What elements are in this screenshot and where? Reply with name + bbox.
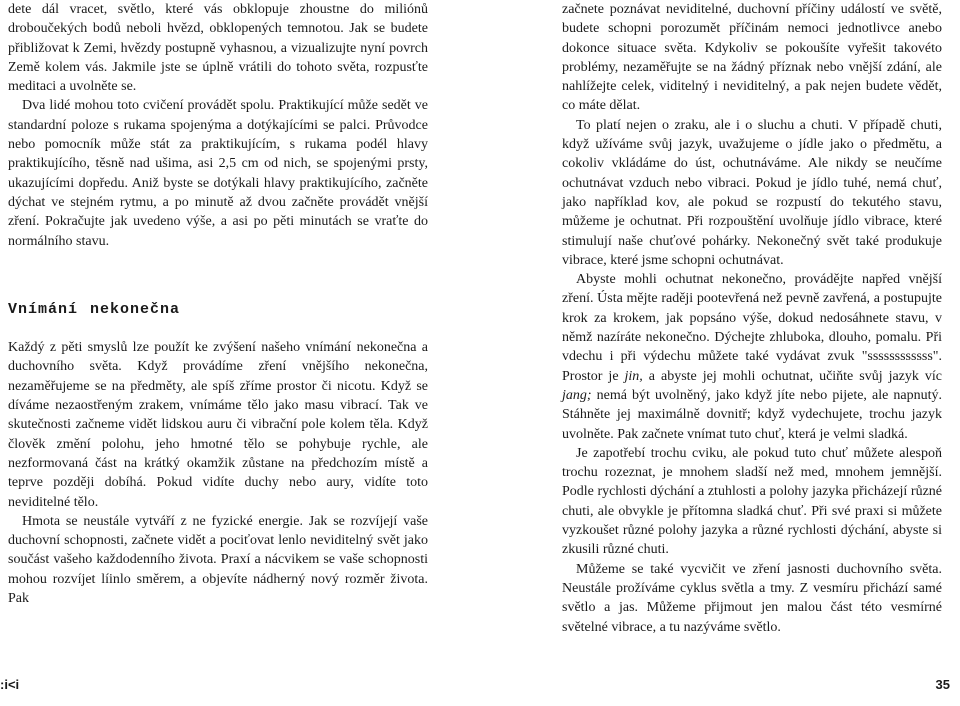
right-column [562, 0, 942, 637]
left-paragraph-3: Každý z pěti smyslů lze použít ke zvýšení našeho vnímání nekonečna a duchovního světa. Když provádíme zření vnějšího nekonečna, nezaměřujeme se na předměty, ale spíš zříme prostor či nicotu. Když se díváme nezaostřeným zrakem, vnímáme tělo jako masu vibrací. Tak ve skutečnosti začneme vidět lidskou auru či vibrační pole kolem těla. Když člověk změní polohu, jeho hmotné tělo se pohybuje rychle, ale nezformovaná část na krátký okamžik zůstane na předchozím místě a teprve později dobíhá. Pokud vidíte duchy nebo aury, vidíte toto neviditelné tělo. [8, 340, 428, 510]
right-paragraph-3-part-a: Abyste mohli ochutnat nekonečno, provádějte napřed vnější zření. Ústa mějte raději pootevřená než pevně zavřená, a postupujte krok za krokem, jak popsáno výše, dokud nedosáhnete stavu, v němž nazíráte nekonečno. Dýchejte zhluboka, dlouho, pomalu. Při vdechu i při výdechu můžete také vydávat zvuk "ssssssssssss". Prostor je [562, 272, 942, 384]
left-paragraph-4: Hmota se neustále vytváří z ne fyzické energie. Jak se rozvíjejí vaše duchovní schopnosti, začnete vidět a pociťovat lenlo neviditelný svět jako součást vašeho každodenního života. Praxí a nácvikem se vaše schopnosti mohou rozvíjet líinlo směrem, a objevíte nádherný nový rozměr života. Pak [8, 513, 428, 607]
right-paragraph-3-part-b: a abyste jej mohli ochutnat, učiňte svůj jazyk víc [642, 368, 942, 384]
folio-left: :i<i [0, 677, 20, 692]
right-paragraph-1: začnete poznávat neviditelné, duchovní příčiny událostí ve světě, budete schopni porozumět příčinám nemoci jednotlivce anebo dokonce situace světa. Kdykoliv se pokoušíte vyřešit takovéto problémy, nezaměřujte se na žádný příznak nebo vnější zdání, ale nahlížejte celek, viditelný i neviditelný, a pak nejen budete vědět, co máte dělat. [562, 2, 942, 114]
section-heading [8, 300, 428, 319]
italic-jang: jang; [562, 387, 592, 403]
right-paragraph-3 [562, 270, 942, 444]
section-heading-word-2: nekonečna [90, 300, 181, 318]
section-heading-word-1: Vnímání [8, 300, 79, 318]
left-column [8, 0, 428, 608]
page-number: 35 [935, 677, 950, 692]
left-paragraph-1: dete dál vracet, světlo, které vás obklopuje zhoustne do miliónů droboučekých bodů neboli hvězd, obklopených temnotou. Jak se budete přibližovat k Zemi, hvězdy postupně vyhasnou, a vizualizujte nyní povrch Země kolem vás. Jakmile jste se úplně vrátili do tohoto světa, rozpusťte meditaci a uvolněte se. [8, 2, 428, 95]
right-paragraph-3-part-c: nemá být uvolněný, jako když jíte nebo pijete, ale napnutý. Stáhněte jej maximálně dovnitř; když vydechujete, trochu jazyk uvolněte. Pak začnete vnímat tuto chuť, která je velmi sladká. [562, 387, 942, 442]
right-paragraph-4: Je zapotřebí trochu cviku, ale pokud tuto chuť můžete alespoň trochu rozeznat, je mnohem sladší než med, mnohem jemnější. Podle rychlosti dýchání a ztuhlosti a polohy jazyka přicházejí různé chuti, ale obvykle je přítomna sladká chuť. Při své praxi si můžete vyzkoušet různé polohy jazyka a různé rychlosti dýchání, abyste si zkusili různé chuti. [562, 445, 942, 558]
left-paragraph-2: Dva lidé mohou toto cvičení provádět spolu. Praktikující může sedět ve standardní poloze s rukama spojenýma a dotýkajícími se palci. Průvodce nebo pomocník může stát za praktikujícím, s rukama podél hlavy praktikujícího, těsně nad ušima, asi 2,5 cm od nich, se spojenými prsty, ukazujícími dopředu. Aniž byste se dotýkali hlavy praktikujícího, začněte dýchat ve stejném rytmu, a po minutě až dvou začněte provádět vnější zření. Pokračujte jak uvedeno výše, a asi po pěti minutách se vraťte do normálního stavu. [8, 98, 428, 249]
right-paragraph-5: Můžeme se také vycvičit ve zření jasnosti duchovního světa. Neustále prožíváme cyklus světla a tmy. Z vesmíru přichází samé světlo a jas. Můžeme přijmout jen malou část této vesmírné světelné vibrace, a tu nazýváme světlo. [562, 561, 942, 635]
italic-jin: jin, [624, 368, 643, 384]
right-paragraph-2: To platí nejen o zraku, ale i o sluchu a chuti. V případě chuti, když užíváme svůj jazyk, uvažujeme o jídle jako o předmětu, a cokoliv vkládáme do úst, ochutnáváme. Ale nikdy se neučíme ochutnávat vzduch nebo vibraci. Pokud je jídlo tuhé, nemá chuť, jako například kov, ale pokud se rozpustí do tekutého stavu, můžeme je ochutnat. Při rozpouštění uvolňuje jídlo vibrace, které stimulují naše chuťové pohárky. Nekonečný svět také produkuje vibrace, které jsme schopni ochutnávat. [562, 117, 942, 268]
